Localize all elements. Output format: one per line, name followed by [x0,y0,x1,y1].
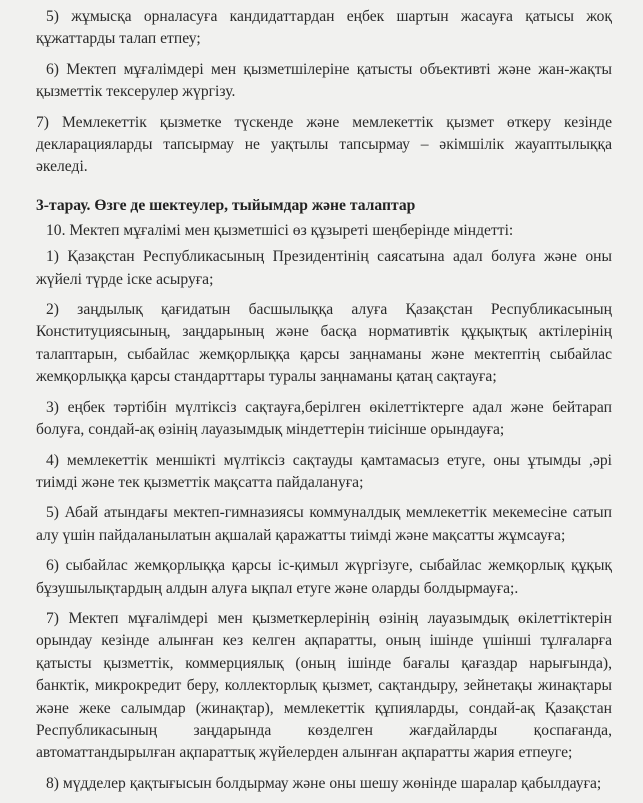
list-item: 7) Мектеп мұғалімдері мен қызметкерлерінің өзінің лауазымдық өкілеттіктерін орындау кезінде алынған кез келген ақпаратты, оның ішінде үшінші тұлғаларға қатысты қызметтік, коммерциялық (оның ішінде бағалы қағаздар нарығында), банктік, микрокредит беру, коллекторлық қызмет, сақтандыру, зейнетақы жинақтары және жеке салымдар (жинақтар), мемлекеттік құпияларды, сондай-ақ Қазақстан Республикасының заңдарында көзделген жағдайларды қоспағанда, автоматтандырылған ақпараттық жүйелерден алынған ақпаратты жария етпеуге; [36,609,612,762]
section-intro: 10. Мектеп мұғалімі мен қызметшісі өз құзыреті шеңберінде міндетті: [46,221,514,239]
list-item: 6) сыбайлас жемқорлыққа қарсы іс-қимыл жүргізуге, сыбайлас жемқорлық құқық бұзушылықтардың алдын алуға ықпал етуге және оларды болдырмауға;. [36,557,612,597]
section-heading: 3-тарау. Өзге де шектеулер, тыйымдар және талаптар [36,196,416,214]
list-item: 3) еңбек тәртібін мүлтіксіз сақтауға,берілген өкілеттіктерге адал және бейтарап болуға, сондай-ақ өзінің лауазымдық міндеттерін тиісінше орындауға; [36,398,612,439]
document-page [36,6,612,803]
list-item: 8) мүдделер қақтығысын болдырмау және оны шешу жөнінде шаралар қабылдауға; [46,774,602,792]
paragraph-item-7: 7) Мемлекеттік қызметке түскенде және мемлекеттік қызмет өткеру кезінде декларацияларды тапсырмау не уақтылы тапсырмау – әкімшілік жауаптылыққа әкеледі. [36,113,612,176]
paragraph-item-5: 5) жұмысқа орналасуға кандидаттардан еңбек шартын жасауға қатысы жоқ құжаттарды талап етпеу; [36,8,612,48]
list-item: 4) мемлекеттік меншікті мүлтіксіз сақтауды қамтамасыз етуге, оны ұтымды ,әрі тиімді және тек қызметтік мақсатта пайдалануға; [36,451,612,491]
list-item: 1) Қазақстан Республикасының Президентінің саясатына адал болуға және оны жүйелі түрде іске асыруға; [36,248,612,288]
list-item: 2) заңдылық қағидатын басшылыққа алуға Қазақстан Республикасының Конституциясының, заңдарының және басқа нормативтік құқықтық актілерінің талаптарын, сыбайлас жемқорлыққа қарсы заңнаманы және мектептің сыбайлас жемқорлыққа қарсы стандарттары туралы заңнаманы қатаң сақтауға; [36,301,612,386]
paragraph-item-6: 6) Мектеп мұғалімдері мен қызметшілеріне қатысты объективті және жан-жақты қызметтік тексерулер жүргізу. [36,60,612,101]
list-item: 5) Абай атындағы мектеп-гимназиясы коммуналдық мемлекеттік мекемесіне сатып алу үшін пайдаланылатын ақшалай қаражатты тиімді және мақсатты жұмсауға; [36,504,612,544]
